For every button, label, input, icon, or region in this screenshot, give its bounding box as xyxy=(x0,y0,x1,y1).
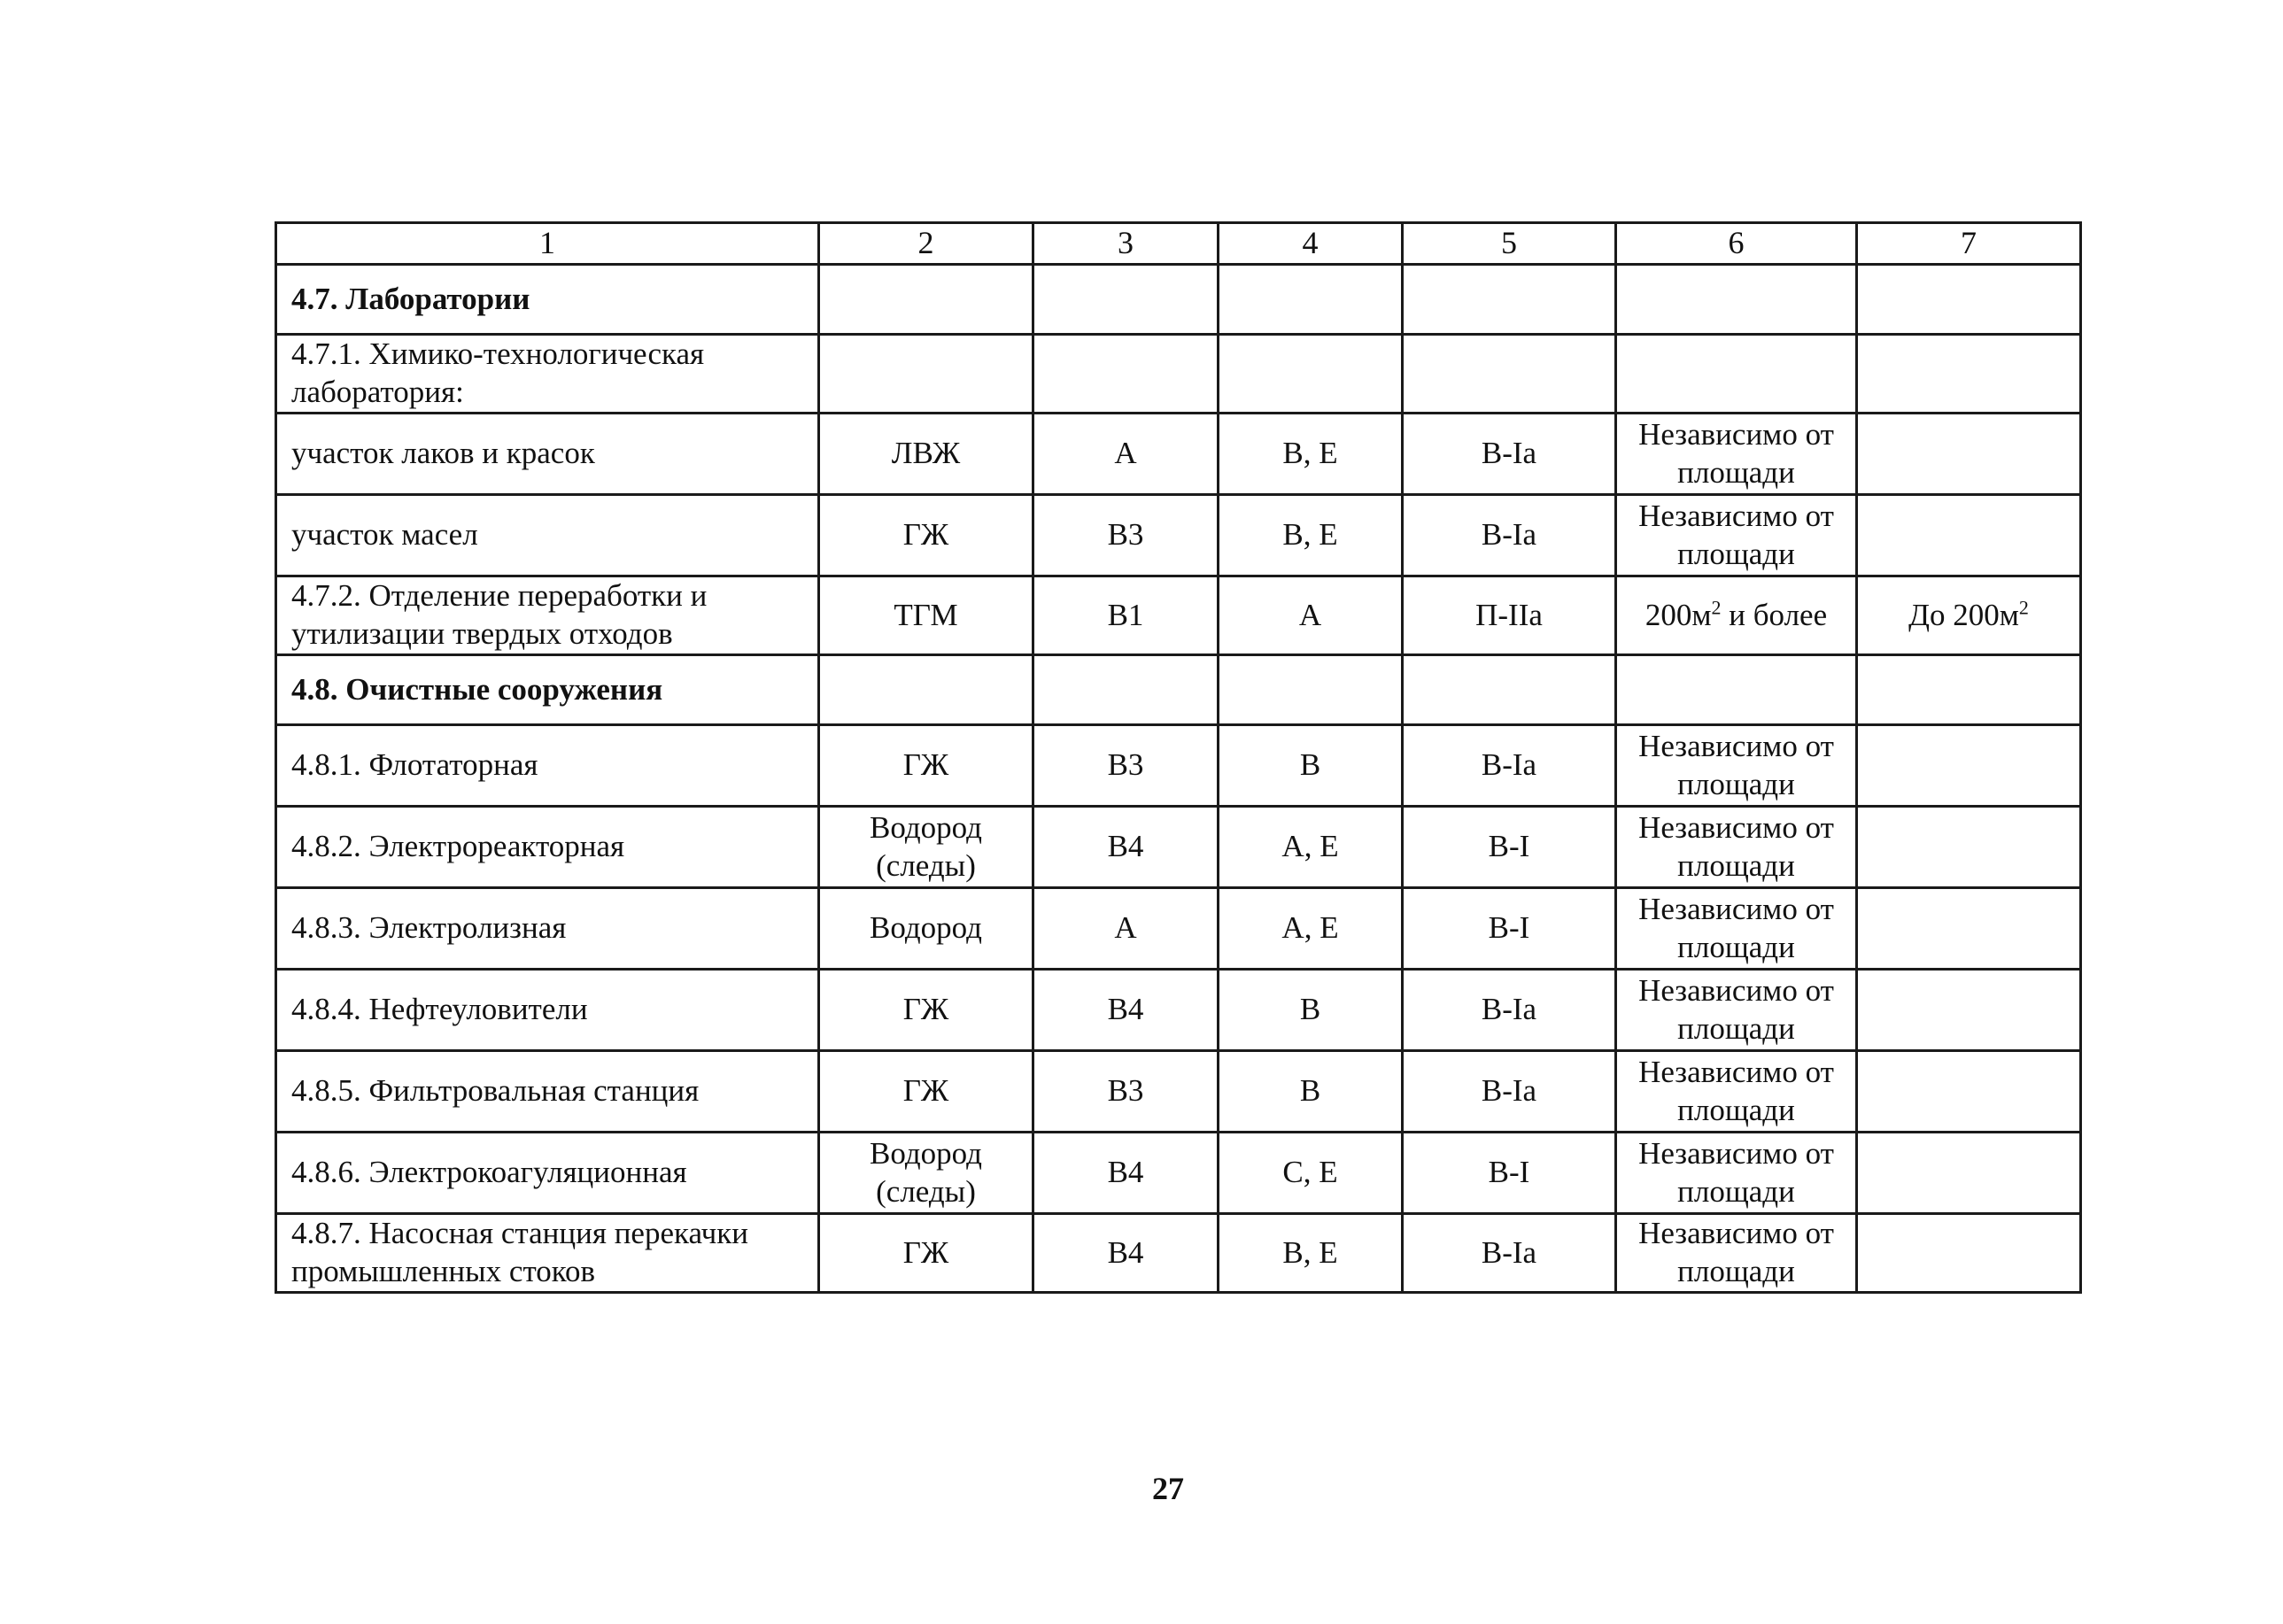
table-cell: С, Е xyxy=(1219,1133,1403,1214)
table-cell: А xyxy=(1219,576,1403,655)
table-cell: Независимо от площади xyxy=(1616,970,1857,1051)
table-cell: В, Е xyxy=(1219,495,1403,576)
table-cell: В-I xyxy=(1403,807,1616,888)
header-cell-3: 3 xyxy=(1033,223,1219,265)
table-cell xyxy=(1616,655,1857,725)
table-row xyxy=(276,495,2081,576)
table-cell: В, Е xyxy=(1219,1214,1403,1293)
table-cell: Независимо от площади xyxy=(1616,1214,1857,1293)
table-cell: В-Iа xyxy=(1403,725,1616,807)
row-name: 4.7.1. Химико-технологическая лаборатория: xyxy=(276,335,819,414)
table-cell xyxy=(1857,1133,2081,1214)
table-row xyxy=(276,970,2081,1051)
table-cell: В xyxy=(1219,725,1403,807)
row-name: 4.8.7. Насосная станция перекачки промышленных стоков xyxy=(276,1214,819,1293)
table-cell xyxy=(1857,888,2081,970)
table-row xyxy=(276,576,2081,655)
table-cell: В4 xyxy=(1033,970,1219,1051)
table-cell xyxy=(1857,807,2081,888)
header-cell-4: 4 xyxy=(1219,223,1403,265)
table-cell: ЛВЖ xyxy=(819,414,1033,495)
row-name: участок масел xyxy=(276,495,819,576)
table-cell xyxy=(1857,265,2081,335)
area-value: До 200м xyxy=(1908,597,2019,632)
table-cell xyxy=(1857,495,2081,576)
table-cell xyxy=(1033,655,1219,725)
table-cell xyxy=(819,655,1033,725)
row-name: 4.7.2. Отделение переработки и утилизации твердых отходов xyxy=(276,576,819,655)
table-cell xyxy=(1857,970,2081,1051)
table-row xyxy=(276,1133,2081,1214)
table-cell: Водород (следы) xyxy=(819,807,1033,888)
header-cell-5: 5 xyxy=(1403,223,1616,265)
table-cell xyxy=(1857,655,2081,725)
table-cell xyxy=(1857,1051,2081,1133)
table-cell: Независимо от площади xyxy=(1616,1051,1857,1133)
table-cell: Независимо от площади xyxy=(1616,888,1857,970)
table-row xyxy=(276,725,2081,807)
table-row xyxy=(276,265,2081,335)
header-cell-2: 2 xyxy=(819,223,1033,265)
table-cell xyxy=(1403,655,1616,725)
row-name: 4.8.3. Электролизная xyxy=(276,888,819,970)
table-cell: А, Е xyxy=(1219,888,1403,970)
table-row xyxy=(276,807,2081,888)
table-cell: В4 xyxy=(1033,1133,1219,1214)
table-cell xyxy=(1857,414,2081,495)
table-cell: В-Iа xyxy=(1403,970,1616,1051)
area-exponent: 2 xyxy=(1711,596,1722,618)
table-cell: В-I xyxy=(1403,1133,1616,1214)
table-cell: Независимо от площади xyxy=(1616,1133,1857,1214)
page-number: 27 xyxy=(1152,1471,1184,1506)
table-cell: В, Е xyxy=(1219,414,1403,495)
table-cell: В4 xyxy=(1033,1214,1219,1293)
table-row xyxy=(276,1051,2081,1133)
table-cell xyxy=(1403,265,1616,335)
table-cell: ГЖ xyxy=(819,725,1033,807)
table-cell: ТГМ xyxy=(819,576,1033,655)
table-row xyxy=(276,414,2081,495)
table-cell xyxy=(1857,725,2081,807)
row-name: 4.7. Лаборатории xyxy=(276,265,819,335)
table-cell xyxy=(1219,265,1403,335)
table-cell: А xyxy=(1033,414,1219,495)
row-name: участок лаков и красок xyxy=(276,414,819,495)
row-name: 4.8.4. Нефтеуловители xyxy=(276,970,819,1051)
table-cell: А xyxy=(1033,888,1219,970)
table-cell xyxy=(1219,335,1403,414)
table-cell: П-IIа xyxy=(1403,576,1616,655)
row-name: 4.8.1. Флотаторная xyxy=(276,725,819,807)
header-row xyxy=(276,223,2081,265)
table-row xyxy=(276,1214,2081,1293)
area-cell-small xyxy=(1857,576,2081,655)
table-cell: В3 xyxy=(1033,495,1219,576)
table-cell: В-Iа xyxy=(1403,1051,1616,1133)
table-row xyxy=(276,335,2081,414)
table-cell: В-I xyxy=(1403,888,1616,970)
table-cell: В1 xyxy=(1033,576,1219,655)
area-value: 200м xyxy=(1645,597,1712,632)
table-cell: Независимо от площади xyxy=(1616,725,1857,807)
row-name: 4.8.5. Фильтровальная станция xyxy=(276,1051,819,1133)
table-cell xyxy=(1857,1214,2081,1293)
header-cell-1: 1 xyxy=(276,223,819,265)
area-cell-large xyxy=(1616,576,1857,655)
table-cell: Независимо от площади xyxy=(1616,807,1857,888)
table-cell: ГЖ xyxy=(819,1051,1033,1133)
row-name: 4.8. Очистные сооружения xyxy=(276,655,819,725)
table-cell: Независимо от площади xyxy=(1616,414,1857,495)
table-row xyxy=(276,888,2081,970)
table-row xyxy=(276,655,2081,725)
table-cell: А, Е xyxy=(1219,807,1403,888)
row-name: 4.8.6. Электрокоагуляционная xyxy=(276,1133,819,1214)
header-cell-6: 6 xyxy=(1616,223,1857,265)
table-cell: В-Iа xyxy=(1403,495,1616,576)
table-cell: Водород (следы) xyxy=(819,1133,1033,1214)
table-cell: ГЖ xyxy=(819,1214,1033,1293)
table-cell xyxy=(1857,335,2081,414)
table-cell xyxy=(1403,335,1616,414)
area-exponent: 2 xyxy=(2018,596,2029,618)
area-suffix: и более xyxy=(1721,597,1828,632)
table-cell: В3 xyxy=(1033,1051,1219,1133)
table-cell: Независимо от площади xyxy=(1616,495,1857,576)
table-cell: В xyxy=(1219,970,1403,1051)
table-cell: В-Iа xyxy=(1403,414,1616,495)
table-cell xyxy=(1033,265,1219,335)
table-cell: В-Iа xyxy=(1403,1214,1616,1293)
table-cell xyxy=(1616,265,1857,335)
table-cell xyxy=(819,335,1033,414)
table-cell xyxy=(1616,335,1857,414)
table-cell: В4 xyxy=(1033,807,1219,888)
row-name: 4.8.2. Электрореакторная xyxy=(276,807,819,888)
table-cell: Водород xyxy=(819,888,1033,970)
table-cell: В3 xyxy=(1033,725,1219,807)
table-cell: В xyxy=(1219,1051,1403,1133)
table-cell xyxy=(819,265,1033,335)
table-cell: ГЖ xyxy=(819,495,1033,576)
table-cell: ГЖ xyxy=(819,970,1033,1051)
table-cell xyxy=(1219,655,1403,725)
header-cell-7: 7 xyxy=(1857,223,2081,265)
table-cell xyxy=(1033,335,1219,414)
classification-table xyxy=(275,221,2082,1294)
